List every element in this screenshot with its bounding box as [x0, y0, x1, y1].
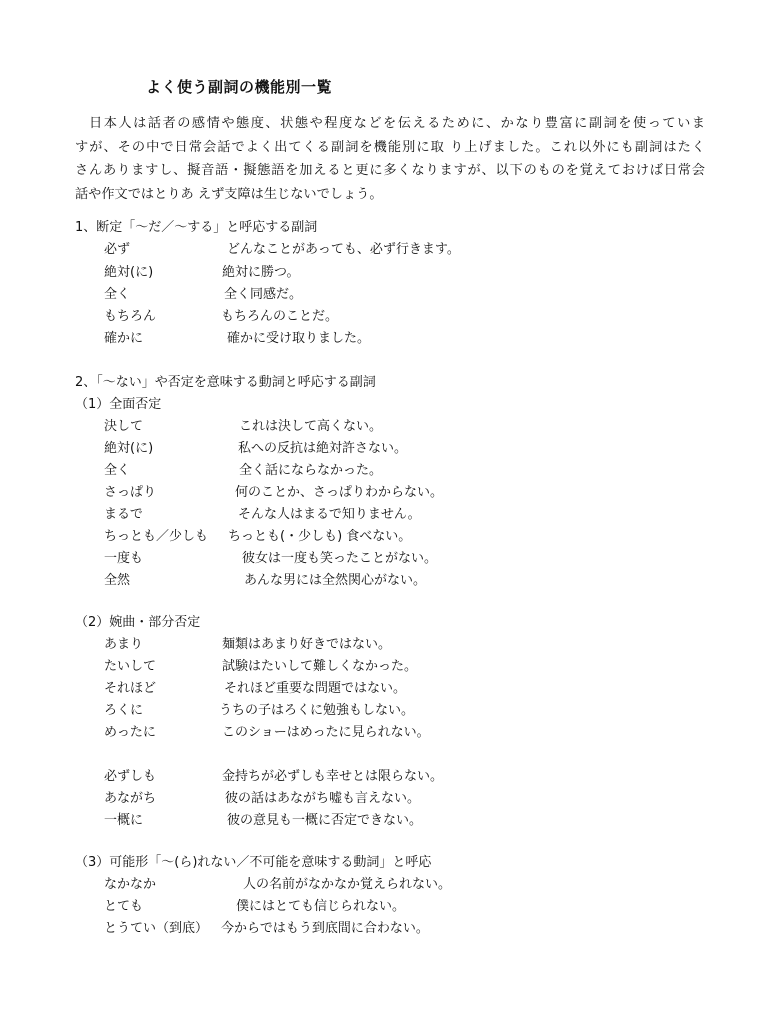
intro-line: 日本人は話者の感情や態度、状態や程度などを伝えるために、かなり豊富に副詞を使っていま	[89, 116, 705, 131]
example-sentence: 試験はたいして難しくなかった。	[222, 659, 418, 674]
adverb-word: たいして	[104, 659, 157, 674]
example-sentence: 僕にはとても信じられない。	[236, 899, 406, 914]
adverb-word: 一度も	[104, 551, 144, 566]
intro-line: すが、その中で日常会話でよく出てくる副詞を機能別に取 り上げました。これ以外にも副詞はたく	[75, 139, 705, 155]
adverb-word: それほど	[104, 681, 157, 696]
intro-line: 話や作文ではとりあ えず支障は生じないでしょう。	[75, 187, 383, 203]
adverb-word: さっぱり	[104, 485, 157, 500]
example-sentence: 全く話にならなかった。	[239, 463, 383, 478]
example-sentence: そんな人はまるで知りません。	[238, 507, 421, 522]
adverb-word: あながち	[104, 791, 157, 806]
adverb-word: まるで	[104, 507, 143, 522]
adverb-word: 全然	[104, 573, 131, 588]
adverb-word: 確かに	[104, 331, 144, 346]
example-sentence: あんな男には全然関心がない。	[244, 573, 427, 588]
subsection-heading: （3）可能形「～(ら)れない／不可能を意味する動詞」と呼応	[75, 855, 432, 870]
example-sentence: 彼の話はあながち嘘も言えない。	[225, 791, 421, 806]
adverb-word: 絶対(に)	[104, 441, 154, 456]
adverb-word: 必ずしも	[104, 769, 157, 784]
adverb-word: 全く	[104, 463, 131, 478]
example-sentence: 彼の意見も一概に否定できない。	[227, 813, 423, 828]
example-sentence: 今からではもう到底間に合わない。	[221, 921, 429, 936]
example-sentence: 彼女は一度も笑ったことがない。	[242, 551, 438, 566]
example-sentence: それほど重要な問題ではない。	[224, 681, 407, 696]
example-sentence: 全く同感だ。	[224, 287, 303, 302]
adverb-word: あまり	[104, 637, 144, 652]
subsection-heading: （2）婉曲・部分否定	[75, 615, 201, 630]
example-sentence: どんなことがあっても、必ず行きます。	[227, 242, 460, 257]
adverb-word: なかなか	[104, 877, 157, 892]
adverb-word: ちっとも／少しも	[104, 529, 209, 544]
example-sentence: うちの子はろくに勉強もしない。	[219, 703, 415, 718]
subsection-heading: （1）全面否定	[75, 397, 162, 412]
example-sentence: 絶対に勝つ。	[222, 265, 300, 280]
example-sentence: ちっとも(・少しも) 食べない。	[228, 529, 412, 544]
section-heading: 1、断定「～だ／～する」と呼応する副詞	[75, 220, 318, 235]
adverb-word: もちろん	[104, 309, 157, 324]
section-heading: 2、「～ない」や否定を意味する動詞と呼応する副詞	[75, 375, 376, 390]
adverb-word: 絶対(に)	[104, 265, 154, 280]
document-title: よく使う副詞の機能別一覧	[146, 78, 333, 96]
intro-line: さんありますし、擬音語・擬態語を加えると更に多くなりますが、以下のものを覚えておけば日常会	[75, 163, 705, 179]
example-sentence: これは決して高くない。	[239, 419, 383, 434]
adverb-word: とうてい（到底）	[104, 921, 209, 936]
example-sentence: 私への反抗は絶対許さない。	[238, 441, 408, 456]
example-sentence: もちろんのことだ。	[221, 309, 339, 324]
adverb-word: とても	[104, 899, 144, 914]
adverb-word: 必ず	[104, 242, 131, 257]
adverb-word: 一概に	[104, 813, 144, 828]
example-sentence: 確かに受け取りました。	[227, 331, 371, 346]
adverb-word: 全く	[104, 287, 131, 302]
example-sentence: 金持ちが必ずしも幸せとは限らない。	[222, 769, 444, 784]
example-sentence: 人の名前がなかなか覚えられない。	[243, 877, 452, 892]
example-sentence: 何のことか、さっぱりわからない。	[235, 485, 444, 500]
example-sentence: このショーはめったに見られない。	[222, 725, 430, 740]
adverb-word: ろくに	[104, 703, 144, 718]
adverb-word: 決して	[104, 419, 144, 434]
example-sentence: 麺類はあまり好きではない。	[222, 637, 392, 652]
intro-paragraph	[75, 112, 705, 207]
adverb-word: めったに	[104, 725, 156, 740]
